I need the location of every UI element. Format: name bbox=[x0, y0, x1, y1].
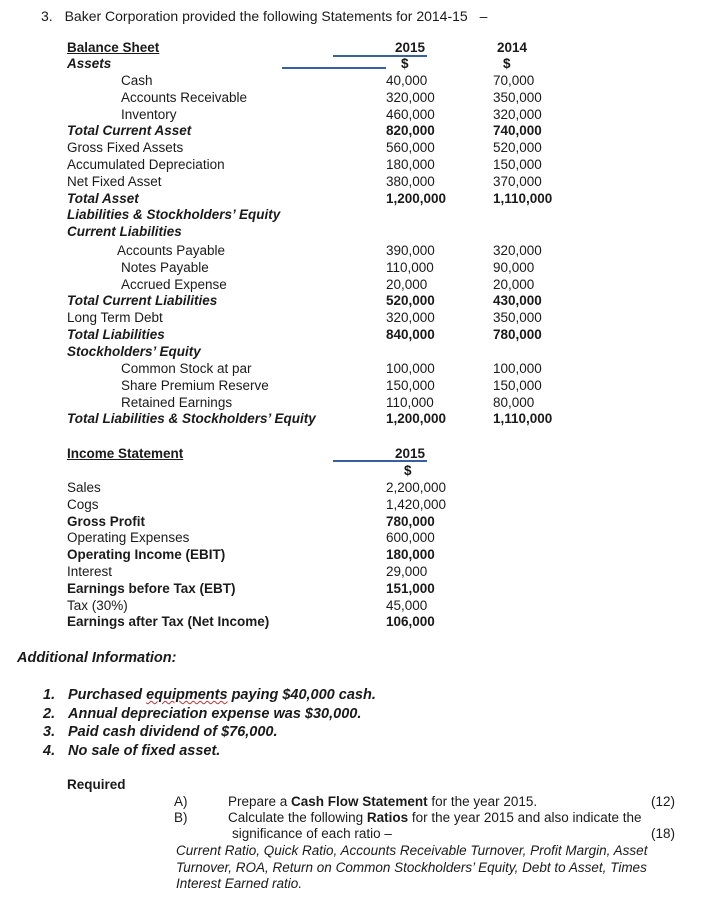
row-label: Earnings before Tax (EBT) bbox=[67, 580, 236, 596]
value-2015: 110,000 bbox=[386, 394, 434, 410]
income-value: 106,000 bbox=[386, 614, 435, 630]
income-value: 2,200,000 bbox=[386, 480, 447, 495]
value-2014: 150,000 bbox=[493, 156, 542, 172]
required-a-letter: A) bbox=[174, 794, 188, 809]
value-2014: 70,000 bbox=[493, 73, 535, 88]
value-2014: 350,000 bbox=[493, 310, 542, 326]
header-rule-assets bbox=[282, 67, 386, 69]
value-2015: 560,000 bbox=[386, 140, 435, 156]
value-2015: 1,200,000 bbox=[386, 411, 447, 427]
item-number: 4. bbox=[43, 742, 56, 759]
income-value: 180,000 bbox=[386, 547, 435, 563]
value-2015: 820,000 bbox=[386, 123, 435, 139]
value-2015: 150,000 bbox=[386, 377, 435, 393]
equity-labels bbox=[67, 361, 316, 428]
equity-values-2014 bbox=[493, 361, 552, 428]
value-2014: 740,000 bbox=[493, 123, 542, 139]
value-2014: 350,000 bbox=[493, 89, 542, 105]
row-label: Total Liabilities bbox=[67, 326, 165, 342]
value-2014: 320,000 bbox=[493, 106, 542, 122]
currency-2015: $ bbox=[401, 56, 409, 71]
value-2015: 110,000 bbox=[386, 259, 434, 275]
row-label: Cogs bbox=[67, 496, 99, 512]
value-2015: 320,000 bbox=[386, 310, 435, 326]
value-2014: 1,110,000 bbox=[493, 411, 553, 427]
required-heading: Required bbox=[67, 777, 126, 792]
liabilities-values-2014 bbox=[493, 243, 542, 344]
row-label: Common Stock at par bbox=[121, 361, 252, 376]
row-label: Long Term Debt bbox=[67, 310, 163, 326]
question-title-line bbox=[41, 8, 487, 24]
required-b-marks: (18) bbox=[651, 826, 676, 841]
row-label: Gross Fixed Assets bbox=[67, 140, 184, 156]
item-number: 3. bbox=[43, 724, 56, 740]
item-text-word: equipments bbox=[146, 687, 228, 703]
row-label: Operating Income (EBIT) bbox=[67, 547, 226, 563]
value-2014: 520,000 bbox=[493, 140, 542, 156]
liabilities-labels bbox=[67, 243, 227, 361]
value-2015: 320,000 bbox=[386, 89, 435, 105]
value-2014: 20,000 bbox=[493, 276, 535, 292]
income-statement-heading: Income Statement bbox=[67, 446, 184, 461]
value-2014: 370,000 bbox=[493, 173, 542, 189]
value-2015: 840,000 bbox=[386, 326, 435, 342]
row-label: Total Current Liabilities bbox=[67, 293, 218, 309]
required-b-pre: Calculate the following bbox=[228, 810, 367, 825]
balance-sheet-heading: Balance Sheet bbox=[67, 40, 160, 55]
assets-heading: Assets bbox=[67, 56, 112, 71]
list-item bbox=[43, 742, 376, 761]
income-values bbox=[386, 480, 446, 631]
value-2015: 180,000 bbox=[386, 156, 435, 172]
assets-values-2014 bbox=[493, 73, 552, 207]
value-2015: 380,000 bbox=[386, 173, 435, 189]
income-value: 29,000 bbox=[386, 563, 428, 579]
required-b-text bbox=[228, 810, 642, 826]
ratio-line: Current Ratio, Quick Ratio, Accounts Receivable Turnover, Profit Margin, Asset bbox=[176, 843, 648, 858]
equity-heading: Stockholders’ Equity bbox=[67, 343, 201, 359]
value-2015: 460,000 bbox=[386, 106, 435, 122]
row-label: Net Fixed Asset bbox=[67, 173, 162, 189]
value-2014: 100,000 bbox=[493, 361, 542, 376]
list-item bbox=[43, 686, 376, 705]
value-2015: 520,000 bbox=[386, 293, 435, 309]
ratio-line: Interest Earned ratio. bbox=[176, 876, 303, 891]
row-label: Accumulated Depreciation bbox=[67, 156, 225, 172]
item-text: Paid cash dividend of $76,000. bbox=[68, 724, 278, 740]
value-2014: 780,000 bbox=[493, 326, 542, 342]
row-label: Accounts Receivable bbox=[121, 89, 248, 105]
row-label: Total Current Asset bbox=[67, 123, 192, 139]
row-label: Earnings after Tax (Net Income) bbox=[67, 614, 270, 630]
additional-info-list bbox=[43, 686, 376, 760]
required-b-bold: Ratios bbox=[366, 810, 409, 825]
year-2015-header: 2015 bbox=[395, 40, 426, 55]
row-label: Total Asset bbox=[67, 190, 139, 206]
row-label: Retained Earnings bbox=[121, 394, 233, 410]
value-2014: 90,000 bbox=[493, 259, 535, 275]
row-label: Operating Expenses bbox=[67, 530, 190, 546]
equity-values-2015 bbox=[386, 361, 446, 428]
row-label: Inventory bbox=[121, 106, 177, 122]
question-title: Baker Corporation provided the following Statements for 2014-15 bbox=[64, 8, 468, 24]
value-2015: 20,000 bbox=[386, 276, 428, 292]
row-label: Accounts Payable bbox=[117, 243, 226, 258]
required-a-bold: Cash Flow Statement bbox=[291, 794, 428, 809]
value-2014: 80,000 bbox=[493, 394, 535, 410]
required-a-post: for the year 2015. bbox=[427, 794, 538, 809]
value-2015: 1,200,000 bbox=[386, 190, 447, 206]
liab-equity-heading: Liabilities & Stockholders’ Equity bbox=[67, 207, 281, 223]
income-year-header: 2015 bbox=[395, 446, 426, 461]
title-dash: – bbox=[479, 8, 488, 24]
question-number: 3. bbox=[41, 8, 53, 24]
assets-labels bbox=[67, 73, 280, 241]
list-item bbox=[43, 705, 376, 724]
ratio-list bbox=[176, 843, 647, 893]
row-label: Notes Payable bbox=[121, 259, 209, 275]
income-value: 600,000 bbox=[386, 530, 435, 546]
currency-2014: $ bbox=[503, 56, 511, 71]
required-b-letter: B) bbox=[174, 810, 188, 825]
assets-values-2015 bbox=[386, 73, 446, 207]
value-2015: 40,000 bbox=[386, 73, 428, 88]
item-number: 1. bbox=[43, 687, 56, 703]
row-label: Accrued Expense bbox=[121, 276, 227, 292]
item-number: 2. bbox=[43, 705, 56, 722]
row-label: Interest bbox=[67, 563, 113, 579]
income-value: 1,420,000 bbox=[386, 496, 447, 512]
income-value: 45,000 bbox=[386, 597, 428, 613]
row-label: Tax (30%) bbox=[67, 597, 128, 613]
year-2014-header: 2014 bbox=[497, 40, 528, 55]
row-label: Gross Profit bbox=[67, 513, 146, 529]
row-label: Cash bbox=[121, 73, 153, 88]
required-b-post: for the year 2015 and also indicate the bbox=[408, 810, 642, 825]
income-currency: $ bbox=[404, 463, 412, 478]
row-label: Total Liabilities & Stockholders’ Equity bbox=[67, 411, 316, 427]
income-value: 151,000 bbox=[386, 580, 435, 596]
value-2014: 1,110,000 bbox=[493, 190, 553, 206]
item-text: Annual depreciation expense was $30,000. bbox=[68, 705, 362, 722]
value-2014: 430,000 bbox=[493, 293, 542, 309]
required-a-marks: (12) bbox=[651, 794, 676, 809]
item-text-pre: Purchased bbox=[68, 687, 147, 703]
additional-info-heading: Additional Information: bbox=[17, 650, 177, 666]
value-2014: 150,000 bbox=[493, 377, 542, 393]
current-liab-heading: Current Liabilities bbox=[67, 224, 182, 240]
required-a-text bbox=[228, 794, 537, 810]
ratio-line: Turnover, ROA, Return on Common Stockholders’ Equity, Debt to Asset, Times bbox=[176, 859, 647, 875]
required-b-line2: significance of each ratio – bbox=[232, 826, 392, 841]
item-text: No sale of fixed asset. bbox=[68, 742, 221, 759]
item-text-post: paying $40,000 cash. bbox=[227, 687, 376, 703]
income-value: 780,000 bbox=[386, 513, 435, 529]
list-item bbox=[43, 723, 376, 742]
liabilities-values-2015 bbox=[386, 243, 435, 344]
value-2015: 390,000 bbox=[386, 243, 435, 258]
income-labels bbox=[67, 480, 269, 631]
value-2014: 320,000 bbox=[493, 243, 542, 258]
row-label: Sales bbox=[67, 480, 101, 495]
value-2015: 100,000 bbox=[386, 361, 435, 376]
row-label: Share Premium Reserve bbox=[121, 377, 269, 393]
required-a-pre: Prepare a bbox=[228, 794, 292, 809]
